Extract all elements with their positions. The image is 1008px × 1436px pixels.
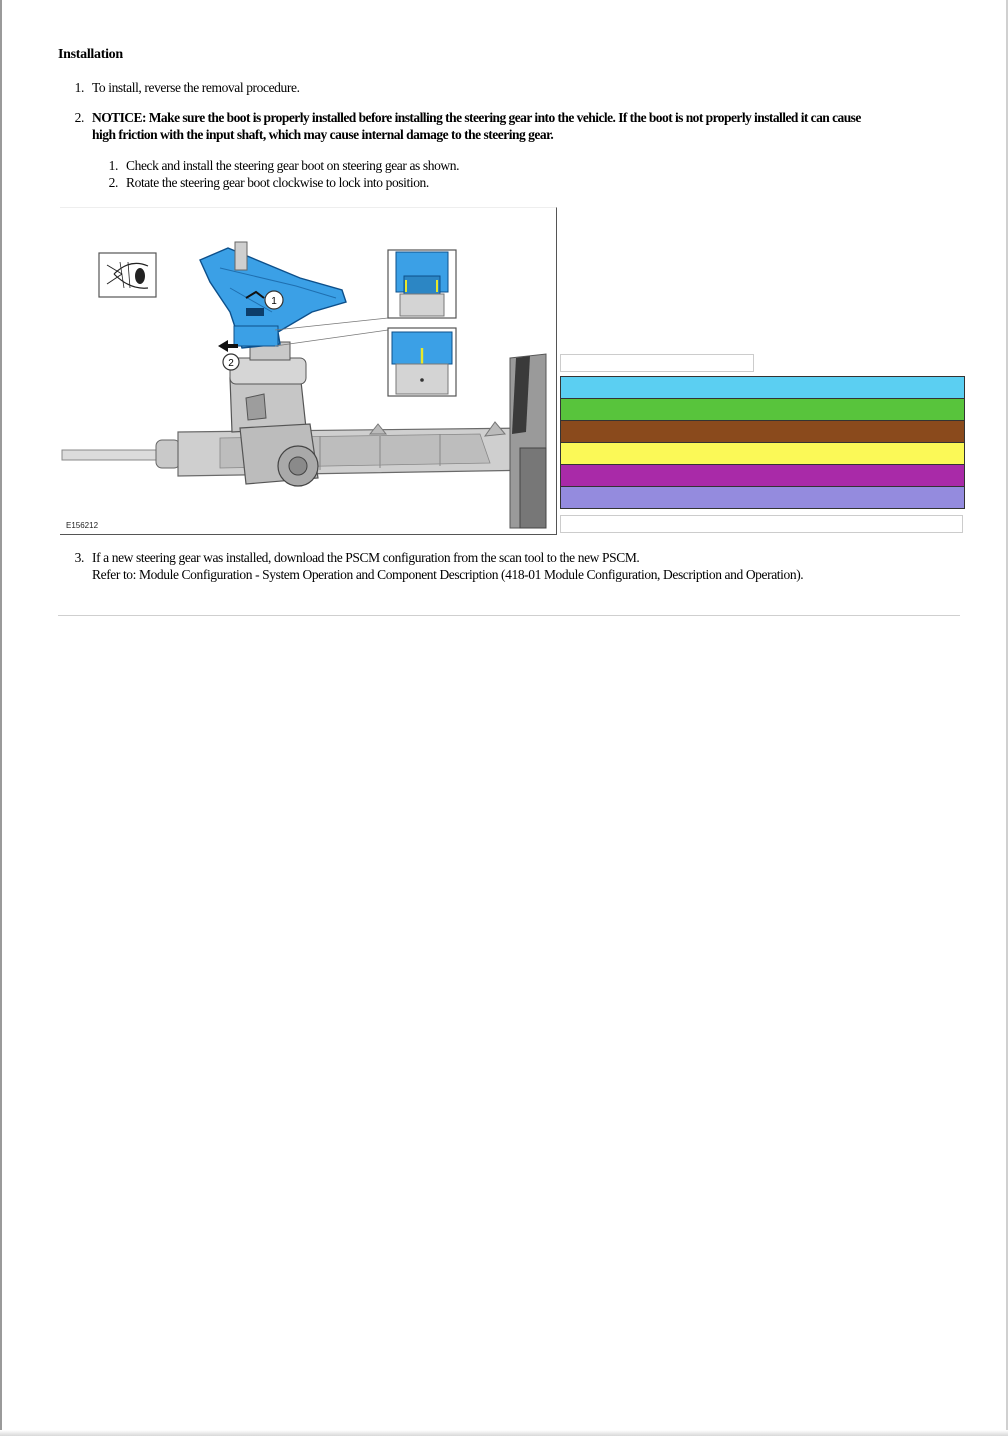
steering-gear-illustration xyxy=(60,207,557,535)
step-number: 2. xyxy=(74,110,84,125)
legend-blank-row-bottom xyxy=(560,515,963,533)
step-number: 3. xyxy=(74,550,84,565)
svg-text:1: 1 xyxy=(271,296,277,307)
substep-number: 1. xyxy=(108,158,118,173)
legend-blank-row xyxy=(560,354,754,372)
legend-bar-cyan xyxy=(560,376,965,399)
eye-icon xyxy=(99,253,156,297)
page-border xyxy=(0,0,2,1436)
legend-bar-green xyxy=(560,398,965,421)
page-shadow xyxy=(0,1430,1008,1436)
detail-view-bottom xyxy=(388,328,456,396)
substep-2 xyxy=(92,174,692,192)
step-text: To install, reverse the removal procedure. xyxy=(92,80,300,95)
callout-2 xyxy=(223,354,239,370)
substep-1 xyxy=(92,157,692,175)
substep-text: Rotate the steering gear boot clockwise to lock into position. xyxy=(126,175,429,190)
substep-text: Check and install the steering gear boot on steering gear as shown. xyxy=(126,158,460,173)
step-text: If a new steering gear was installed, download the PSCM configuration from the scan tool to the new PSCM. xyxy=(92,550,640,565)
notice-text-line-1: NOTICE: Make sure the boot is properly installed before installing the steering gear into the vehicle. If the boot is not properly installed it can cause xyxy=(92,110,861,125)
section-heading: Installation xyxy=(58,47,123,62)
detail-view-top xyxy=(388,250,456,318)
callout-1 xyxy=(265,291,283,309)
svg-text:2: 2 xyxy=(228,358,234,369)
steering-gear-drawing xyxy=(60,208,556,534)
legend-bar-brown xyxy=(560,420,965,443)
figure-code: E156212 xyxy=(66,521,99,530)
step-3 xyxy=(58,549,958,585)
divider xyxy=(58,615,960,616)
step-1 xyxy=(58,79,958,97)
step-2-notice xyxy=(58,109,958,145)
notice-text-line-2: high friction with the input shaft, which may cause internal damage to the steering gear. xyxy=(92,127,554,142)
legend-bar-magenta xyxy=(560,464,965,487)
refer-link[interactable]: Refer to: Module Configuration - System Operation and Component Description (418-01 Module Configuration, Description and Operation). xyxy=(92,567,804,582)
step-number: 1. xyxy=(74,80,84,95)
legend-bar-lavender xyxy=(560,486,965,509)
legend-bar-yellow xyxy=(560,442,965,465)
substep-number: 2. xyxy=(108,175,118,190)
